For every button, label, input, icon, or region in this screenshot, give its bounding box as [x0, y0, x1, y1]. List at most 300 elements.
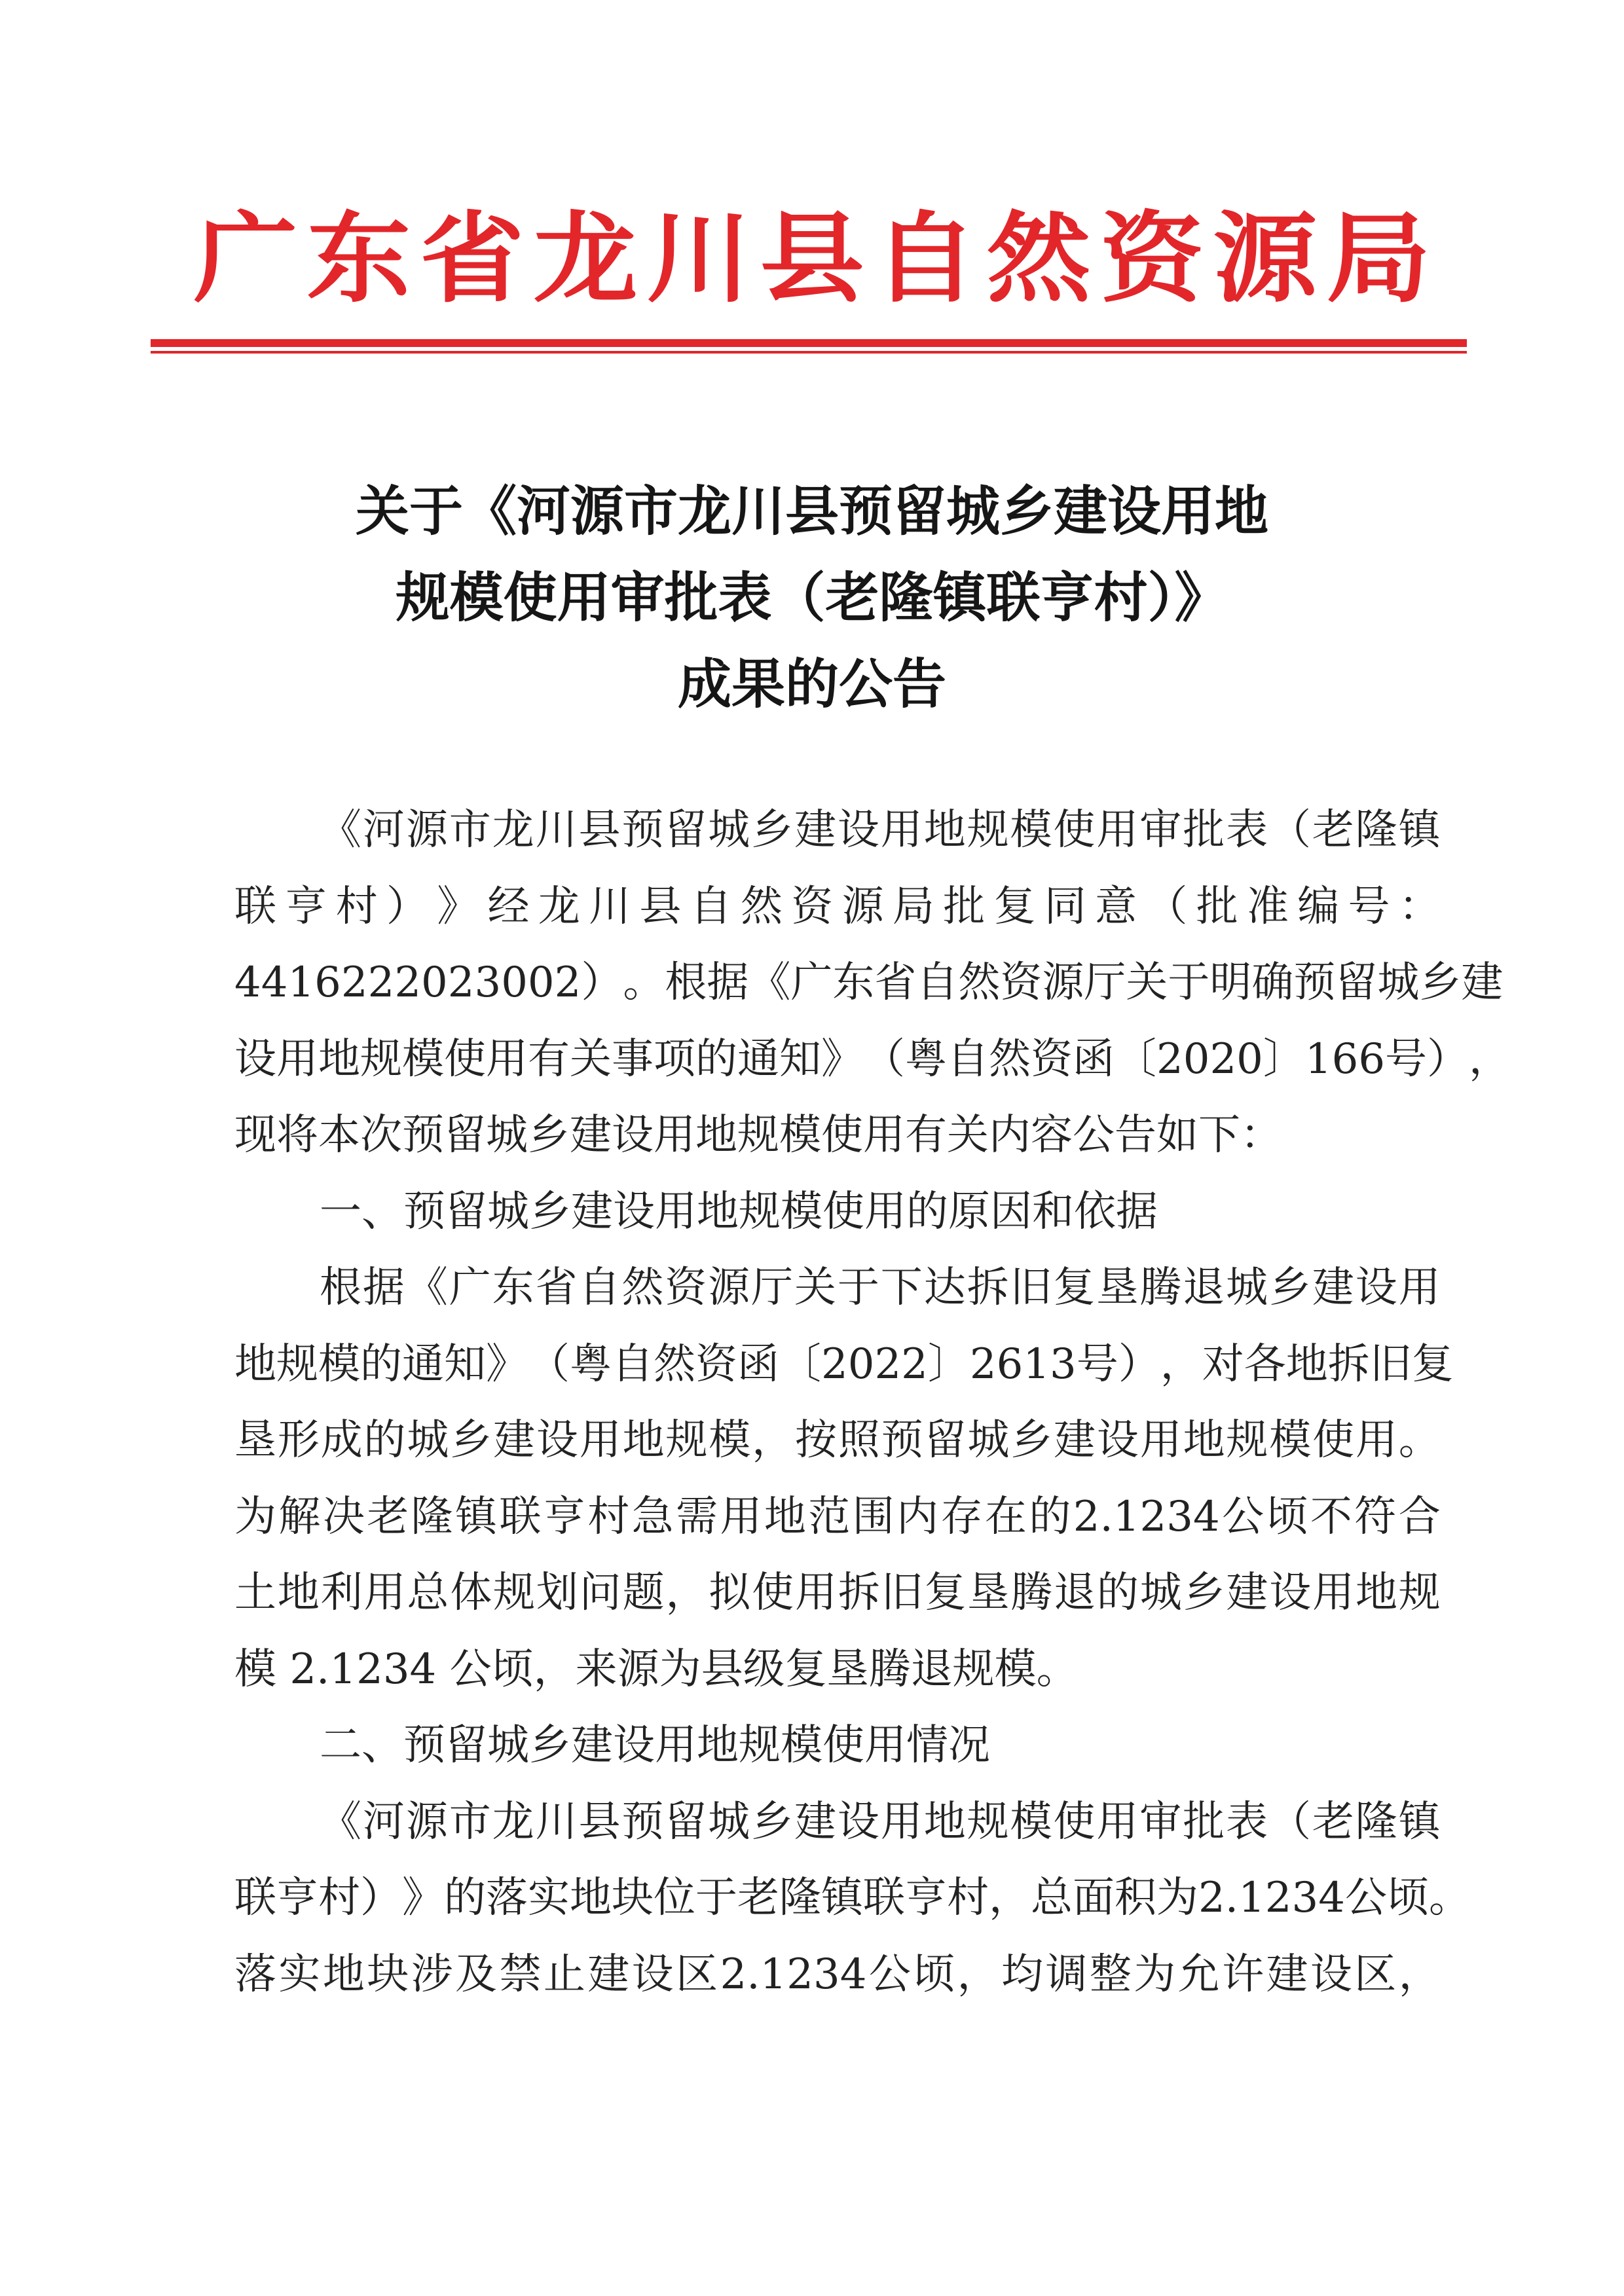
body-glyph: 积	[1115, 1874, 1156, 1922]
body-glyph: 省	[535, 1264, 578, 1312]
body-glyph: （	[528, 1339, 570, 1389]
body-glyph: 下	[880, 1264, 923, 1312]
body-glyph: 达	[923, 1264, 966, 1312]
body-glyph: 资	[665, 1264, 707, 1312]
body-glyph: 允	[1177, 1950, 1220, 1999]
body-glyph: 设	[234, 1034, 276, 1084]
body-glyph: 垦	[1096, 1264, 1139, 1312]
body-glyph: 省	[874, 958, 917, 1007]
body-glyph: 资	[1031, 1034, 1073, 1084]
body-glyph: 范	[808, 1492, 851, 1541]
body-glyph: 。	[623, 958, 665, 1007]
body-glyph: （	[1268, 806, 1311, 854]
body-glyph: 乡	[751, 806, 794, 854]
body-glyph: ）	[581, 958, 623, 1007]
body-glyph: 用	[1096, 806, 1139, 854]
body-glyph: 粤	[570, 1339, 612, 1389]
body-glyph: 地	[234, 1339, 276, 1389]
body-glyph: 腾	[1010, 1569, 1053, 1617]
masthead-char: 县	[760, 201, 864, 316]
body-glyph: 村	[587, 1492, 630, 1541]
body-glyph: 的	[360, 1339, 402, 1389]
body-glyph: 老	[1312, 1797, 1354, 1846]
body-glyph: 为	[1156, 1874, 1198, 1922]
body-glyph: 城	[1377, 958, 1420, 1007]
body-glyph: 村	[947, 1874, 989, 1922]
body-glyph: 城	[708, 806, 750, 854]
body-glyph: 拆	[838, 1569, 880, 1617]
body-glyph: 于	[837, 1264, 879, 1312]
body-glyph: 用	[1398, 1264, 1441, 1312]
body-glyph: 解	[278, 1492, 321, 1541]
body-glyph: 地	[318, 1034, 360, 1084]
masthead-thin-rule	[151, 351, 1467, 354]
body-glyph: 于	[695, 1874, 737, 1922]
body-glyph: 对	[1202, 1339, 1244, 1389]
body-glyph: 龙	[492, 806, 534, 854]
body-glyph: 用	[363, 1569, 406, 1617]
body-glyph: 垦	[234, 1416, 276, 1465]
body-glyph: 准	[1246, 882, 1289, 931]
body-glyph: 联	[499, 1492, 542, 1541]
body-glyph: 》	[486, 1339, 528, 1389]
body-glyph: 的	[1029, 1492, 1071, 1541]
body-glyph: 为	[234, 1492, 276, 1541]
body-glyph: 函	[737, 1339, 779, 1389]
body-glyph: 自	[578, 1264, 621, 1312]
body-line	[234, 1784, 1441, 1861]
body-glyph: 复	[993, 882, 1036, 931]
body-glyph: 用	[276, 1034, 318, 1084]
body-glyph: 2.1234	[720, 1950, 867, 1999]
body-glyph: 关	[1126, 958, 1168, 1007]
body-glyph: 隆	[779, 1874, 821, 1922]
body-glyph: 2.1234	[1073, 1492, 1220, 1541]
body-glyph: 川	[535, 806, 578, 854]
body-glyph: 地	[277, 1569, 320, 1617]
body-glyph: 留	[1335, 958, 1378, 1007]
body-glyph: 联	[234, 1874, 276, 1922]
body-glyph: ，	[989, 1874, 1031, 1922]
issuer-masthead	[193, 196, 1431, 321]
body-glyph: 顷	[913, 1950, 955, 1999]
body-glyph: 乡	[1183, 1569, 1225, 1617]
body-glyph: 城	[967, 1416, 1010, 1465]
body-glyph: 设	[837, 1797, 879, 1846]
section-heading-1: 一、预留城乡建设用地规模使用的原因和依据	[320, 1187, 1158, 1236]
body-glyph: 号	[1076, 1339, 1118, 1389]
body-glyph: （	[1268, 1797, 1311, 1846]
body-glyph: 源	[708, 1264, 750, 1312]
body-glyph: 166	[1304, 1034, 1386, 1084]
body-glyph: 体	[450, 1569, 492, 1617]
body-glyph: 落	[486, 1874, 528, 1922]
body-glyph: ）	[360, 1874, 402, 1922]
body-glyph: 东	[832, 958, 875, 1007]
body-glyph: ，	[1469, 1034, 1511, 1084]
masthead-char: 省	[420, 201, 525, 316]
body-glyph: 设	[536, 1416, 578, 1465]
body-glyph: 退	[1183, 1264, 1225, 1312]
masthead-char: 广	[193, 201, 298, 316]
body-glyph: （	[1145, 882, 1188, 931]
body-glyph: 表	[1226, 806, 1268, 854]
masthead-char: 源	[1213, 201, 1318, 316]
body-glyph: 联	[863, 1874, 905, 1922]
body-glyph: 《	[748, 958, 791, 1007]
body-glyph: 拟	[709, 1569, 751, 1617]
body-line	[234, 1326, 1454, 1403]
body-glyph: 根	[320, 1264, 361, 1312]
masthead-char: 川	[646, 201, 751, 316]
body-glyph: 川	[535, 1797, 578, 1846]
body-glyph: 在	[984, 1492, 1027, 1541]
body-glyph: 块	[367, 1950, 409, 1999]
body-glyph: 用	[579, 1416, 621, 1465]
body-glyph: 河	[362, 1797, 405, 1846]
body-glyph: 建	[1312, 1264, 1354, 1312]
body-glyph: 确	[1251, 958, 1294, 1007]
body-glyph: 自	[612, 1339, 654, 1389]
body-line	[234, 792, 1441, 869]
body-glyph: 自	[916, 958, 959, 1007]
body-glyph: 建	[493, 1416, 536, 1465]
body-glyph: 实	[278, 1950, 321, 1999]
masthead-thick-rule	[151, 339, 1467, 347]
body-glyph: 《	[320, 806, 361, 854]
body-glyph: 源	[841, 882, 884, 931]
body-glyph: 照	[838, 1416, 880, 1465]
body-glyph: 用	[880, 806, 923, 854]
masthead-char: 资	[1099, 201, 1204, 316]
body-glyph: 亨	[905, 1874, 947, 1922]
body-glyph: 块	[612, 1874, 654, 1922]
body-glyph: 〔	[1115, 1034, 1156, 1084]
body-glyph: 项	[654, 1034, 695, 1084]
body-line	[234, 1402, 1441, 1479]
body-glyph: 通	[402, 1339, 444, 1389]
body-glyph: 内	[896, 1492, 939, 1541]
body-glyph: 乡	[1010, 1416, 1053, 1465]
body-glyph: 乡	[1268, 1264, 1311, 1312]
body-glyph: 设	[1096, 1416, 1139, 1465]
body-glyph: 》	[402, 1874, 444, 1922]
body-glyph: 》	[821, 1034, 863, 1084]
body-glyph: 地	[322, 1950, 365, 1999]
body-glyph: 《	[320, 1797, 361, 1846]
body-glyph: 垦	[967, 1569, 1010, 1617]
body-glyph: 4416222023002	[234, 958, 581, 1007]
body-glyph: 均	[1001, 1950, 1044, 1999]
body-glyph: 联	[234, 882, 276, 931]
masthead-char: 然	[986, 201, 1091, 316]
body-glyph: 》	[437, 882, 479, 931]
body-glyph: 源	[405, 1797, 448, 1846]
title-line-2: 规模使用审批表（老隆镇联亨村）》	[396, 566, 1228, 629]
body-glyph: 老	[367, 1492, 409, 1541]
body-line	[234, 1021, 1511, 1098]
body-glyph: 腾	[1139, 1264, 1182, 1312]
body-glyph: 村	[335, 882, 378, 931]
body-glyph: 亨	[543, 1492, 585, 1541]
body-glyph: 设	[837, 806, 879, 854]
body-glyph: 决	[322, 1492, 365, 1541]
body-glyph: 隆	[1355, 806, 1397, 854]
body-glyph: 市	[449, 1797, 491, 1846]
body-glyph: 镇	[1398, 806, 1441, 854]
body-glyph: 规	[1226, 1416, 1268, 1465]
body-glyph: 城	[708, 1797, 750, 1846]
body-glyph: 设	[1355, 1264, 1397, 1312]
body-glyph: 建	[794, 806, 836, 854]
body-glyph: 区	[1354, 1950, 1397, 1999]
body-glyph: 整	[1089, 1950, 1132, 1999]
body-glyph: 复	[1053, 1264, 1096, 1312]
body-glyph: 土	[234, 1569, 276, 1617]
body-glyph: 通	[737, 1034, 779, 1084]
body-glyph: 留	[665, 1797, 707, 1846]
body-glyph: 问	[579, 1569, 621, 1617]
body-glyph: 号	[1385, 1034, 1428, 1084]
body-line	[234, 1937, 1441, 2013]
body-glyph: 意	[1095, 882, 1137, 931]
body-glyph: 复	[1411, 1339, 1454, 1389]
body-glyph: 规	[665, 1416, 708, 1465]
body-glyph: 规	[967, 806, 1009, 854]
body-glyph: 使	[1312, 1416, 1355, 1465]
masthead-char: 东	[306, 201, 411, 316]
body-glyph: 模	[318, 1339, 360, 1389]
body-glyph: 审	[1139, 1797, 1182, 1846]
body-glyph: 存	[940, 1492, 983, 1541]
body-glyph: 留	[665, 806, 707, 854]
body-glyph: 实	[528, 1874, 570, 1922]
body-glyph: 然	[621, 1264, 664, 1312]
body-glyph: 粤	[905, 1034, 947, 1084]
body-glyph: 设	[631, 1950, 674, 1999]
body-glyph: 模	[402, 1034, 444, 1084]
body-glyph: 事	[612, 1034, 654, 1084]
body-glyph: 公	[868, 1950, 911, 1999]
body-glyph: 建	[1461, 958, 1504, 1007]
body-glyph: 止	[543, 1950, 585, 1999]
body-glyph: 急	[631, 1492, 674, 1541]
body-glyph: 城	[1226, 1264, 1268, 1312]
body-glyph: 设	[1269, 1569, 1312, 1617]
body-glyph: 镇	[455, 1492, 498, 1541]
body-glyph: 划	[536, 1569, 578, 1617]
body-glyph: 用	[880, 1797, 923, 1846]
body-glyph: ，	[1160, 1339, 1202, 1389]
body-line	[234, 1555, 1441, 1631]
body-glyph: 退	[1054, 1569, 1096, 1617]
body-glyph: 设	[1310, 1950, 1352, 1999]
body-glyph: ，	[1398, 1950, 1441, 1999]
body-glyph: 各	[1244, 1339, 1286, 1389]
notice-title	[164, 468, 1460, 727]
body-glyph: 旧	[1010, 1264, 1052, 1312]
body-glyph: 地	[1285, 1339, 1328, 1389]
body-glyph: 使	[444, 1034, 486, 1084]
body-glyph: 乡	[1419, 958, 1462, 1007]
body-glyph: 乡	[450, 1416, 492, 1465]
body-glyph: 围	[852, 1492, 895, 1541]
body-glyph: 用	[720, 1492, 762, 1541]
body-glyph: 源	[405, 806, 448, 854]
body-glyph: 老	[737, 1874, 779, 1922]
body-glyph: 面	[1073, 1874, 1115, 1922]
body-line	[234, 945, 1504, 1021]
body-glyph: 拆	[1327, 1339, 1370, 1389]
body-glyph: 然	[654, 1339, 695, 1389]
body-glyph: 为	[1134, 1950, 1176, 1999]
body-glyph: 模	[1010, 1797, 1052, 1846]
body-glyph: 用	[1312, 1569, 1355, 1617]
body-glyph: 资	[1000, 958, 1043, 1007]
body-glyph: 使	[1053, 1797, 1096, 1846]
body-glyph: 资	[791, 882, 834, 931]
body-glyph: 总	[407, 1569, 449, 1617]
body-glyph: 建	[1054, 1416, 1096, 1465]
body-glyph: 。	[1398, 1416, 1441, 1465]
body-glyph: 的	[1096, 1569, 1139, 1617]
body-glyph: 的	[444, 1874, 486, 1922]
body-line	[234, 1250, 1441, 1326]
body-glyph: 镇	[821, 1874, 863, 1922]
body-glyph: 据	[362, 1264, 405, 1312]
body-glyph: 县	[578, 806, 621, 854]
body-glyph: 《	[405, 1264, 448, 1312]
body-glyph: 龙	[538, 882, 580, 931]
body-glyph: 旧	[1369, 1339, 1412, 1389]
body-glyph: 建	[1226, 1569, 1268, 1617]
body-glyph: 模	[1010, 806, 1052, 854]
body-glyph: 局	[892, 882, 934, 931]
body-glyph: 顷	[1266, 1492, 1308, 1541]
notice-body	[234, 792, 1511, 2013]
body-glyph: 落	[234, 1950, 276, 1999]
title-line-1: 关于《河源市龙川县预留城乡建设用地	[355, 480, 1268, 543]
body-glyph: 旧	[881, 1569, 923, 1617]
body-line: 模 2.1234 公顷，来源为县级复垦腾退规模。	[234, 1645, 1079, 1694]
body-glyph: 及	[455, 1950, 498, 1999]
body-glyph: 2020	[1156, 1034, 1263, 1084]
body-glyph: 按	[794, 1416, 837, 1465]
body-glyph: 留	[924, 1416, 967, 1465]
masthead-char: 局	[1326, 201, 1431, 316]
body-glyph: 。	[1428, 1874, 1471, 1922]
body-glyph: 成	[320, 1416, 363, 1465]
body-glyph: 建	[587, 1950, 630, 1999]
body-glyph: 规	[1398, 1569, 1441, 1617]
body-glyph: 地	[923, 806, 966, 854]
body-glyph: 合	[1398, 1492, 1441, 1541]
body-glyph: 城	[407, 1416, 449, 1465]
body-glyph: 审	[1139, 806, 1182, 854]
body-glyph: 地	[1183, 1416, 1225, 1465]
body-line	[234, 869, 1441, 945]
body-glyph: ，	[752, 1416, 794, 1465]
body-glyph: 规	[360, 1034, 402, 1084]
body-line	[234, 1860, 1471, 1937]
body-glyph: 调	[1045, 1950, 1088, 1999]
body-glyph: 预	[621, 806, 664, 854]
body-glyph: 乡	[751, 1797, 794, 1846]
body-glyph: 经	[487, 882, 530, 931]
body-glyph: 不	[1310, 1492, 1352, 1541]
body-glyph: 地	[622, 1416, 665, 1465]
body-glyph: 明	[1209, 958, 1252, 1007]
body-glyph: 资	[695, 1339, 737, 1389]
body-glyph: 预	[621, 1797, 664, 1846]
body-glyph: 批	[1183, 806, 1225, 854]
masthead-char: 龙	[533, 201, 638, 316]
body-glyph: 〕	[927, 1339, 970, 1389]
body-glyph: 亨	[285, 882, 327, 931]
body-glyph: 知	[444, 1339, 486, 1389]
body-glyph: ）	[1427, 1034, 1469, 1084]
body-glyph: 隆	[411, 1492, 453, 1541]
body-glyph: 老	[1312, 806, 1354, 854]
body-glyph: 使	[1053, 806, 1096, 854]
body-glyph: 广	[449, 1264, 491, 1312]
masthead-char: 自	[873, 201, 978, 316]
body-glyph: 总	[1031, 1874, 1073, 1922]
body-glyph: 位	[654, 1874, 695, 1922]
body-glyph: 亨	[276, 1874, 318, 1922]
body-glyph: 地	[570, 1874, 612, 1922]
body-glyph: 拆	[967, 1264, 1009, 1312]
body-glyph: 县	[578, 1797, 621, 1846]
body-glyph: 题	[622, 1569, 665, 1617]
body-glyph: 禁	[499, 1950, 542, 1999]
body-glyph: 河	[362, 806, 405, 854]
body-glyph: 知	[779, 1034, 821, 1084]
body-glyph: 自	[690, 882, 732, 931]
body-glyph: 于	[1168, 958, 1210, 1007]
body-glyph: 需	[676, 1492, 718, 1541]
body-glyph: 自	[947, 1034, 989, 1084]
body-glyph: 〔	[779, 1339, 821, 1389]
body-glyph: ，	[957, 1950, 999, 1999]
body-glyph: 预	[881, 1416, 923, 1465]
body-glyph: 城	[1139, 1569, 1182, 1617]
body-glyph: 隆	[1355, 1797, 1397, 1846]
body-glyph: 的	[363, 1416, 406, 1465]
body-glyph: ，	[665, 1569, 708, 1617]
body-glyph: 镇	[1398, 1797, 1441, 1846]
body-glyph: 地	[764, 1492, 806, 1541]
body-glyph: 用	[1096, 1797, 1139, 1846]
body-glyph: 村	[318, 1874, 360, 1922]
body-glyph: 2.1234	[1198, 1874, 1345, 1922]
body-glyph: 模	[709, 1416, 751, 1465]
body-line: 现将本次预留城乡建设用地规模使用有关内容公告如下：	[234, 1111, 1282, 1159]
body-glyph: 建	[794, 1797, 836, 1846]
body-glyph: 区	[676, 1950, 718, 1999]
body-glyph: 地	[923, 1797, 966, 1846]
body-glyph: 规	[276, 1339, 318, 1389]
body-glyph: 的	[695, 1034, 737, 1084]
body-glyph: 市	[449, 806, 491, 854]
body-glyph: 县	[639, 882, 682, 931]
body-glyph: 建	[1266, 1950, 1308, 1999]
body-glyph: 表	[1226, 1797, 1268, 1846]
body-glyph: 涉	[411, 1950, 453, 1999]
body-glyph: 厅	[1084, 958, 1126, 1007]
title-line-3: 成果的公告	[677, 653, 946, 716]
body-glyph: 模	[1269, 1416, 1312, 1465]
